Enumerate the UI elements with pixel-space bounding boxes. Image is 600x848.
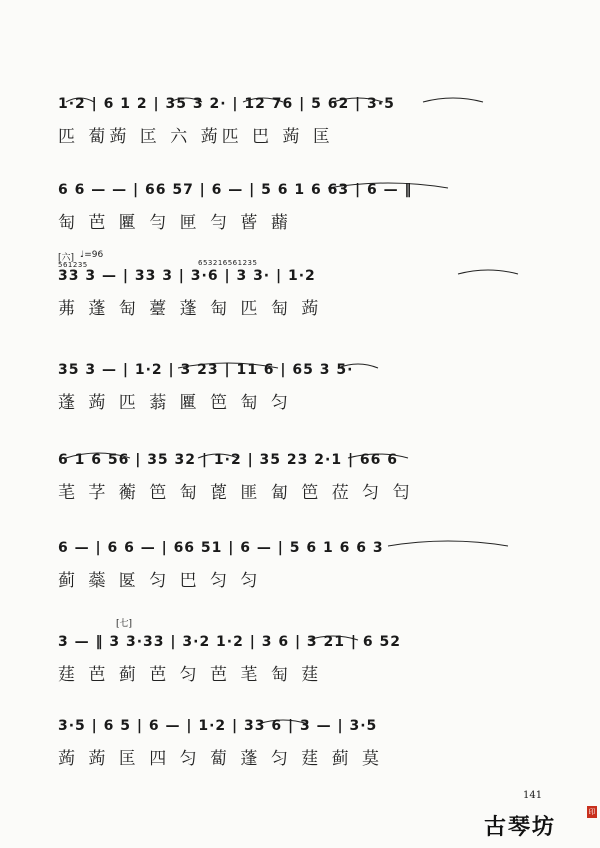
tempo-marking: ♩=96 — [80, 250, 104, 260]
jianpu-notes-line: 33 3 — | 33 3 | 3·6 | 3 3· | 1·2 — [58, 268, 316, 284]
brand-logo: 古琴坊 — [484, 814, 557, 840]
jianpu-notes-line: 6 — | 6 6 — | 66 51 | 6 — | 5 6 1 6 6 3 — [58, 540, 384, 556]
jianzipu-tablature-line: 匹 蔔蒟 匞 六 蒟匹 巴 蒟 匡 — [58, 127, 334, 147]
section-marker: [六] — [58, 253, 75, 263]
grace-note-run: 653216561235 — [198, 259, 258, 267]
jianzipu-tablature-line: 蓬 蒟 匹 蓊 匷 笆 匋 匀 — [58, 393, 292, 413]
jianzipu-tablature-line: 芼 芓 蘅 笆 匋 蓖 匪 匐 笆 莅 匀 匄 — [58, 483, 414, 503]
jianpu-notes-line: 1·2 | 6 1 2 | 35 3 2· | 12 76 | 5 62 | 3·5 — [58, 96, 395, 112]
grace-note-run: 561235 — [58, 261, 88, 269]
red-seal-icon: 印 — [588, 808, 596, 816]
jianzipu-tablature-line: 蓟 蘂 匽 匀 巴 匀 匀 — [58, 571, 262, 591]
jianpu-notes-line: 6 6 — — | 66 57 | 6 — | 5 6 1 6 63 | 6 — ‖ — [58, 182, 413, 198]
jianzipu-tablature-line: 蒟 蒟 匡 四 匀 蔔 蓬 匀 莛 蓟 莫 — [58, 749, 384, 769]
jianpu-notes-line: 6 1 6 56 | 35 32 | 1·2 | 35 23 2·1 | 66 6 — [58, 452, 399, 468]
jianzipu-tablature-line: 莛 芭 蓟 芭 匀 芭 芼 匋 莛 — [58, 665, 323, 685]
section-marker: [七] — [116, 619, 133, 629]
jianzipu-tablature-line: 茀 蓬 匋 薹 蓬 匋 匹 匋 蒟 — [58, 299, 323, 319]
jianpu-notes-line: 3 — ‖ 3 3·33 | 3·2 1·2 | 3 6 | 3 21 | 6 52 — [58, 634, 401, 650]
jianzipu-tablature-line: 匋 芭 匷 勻 匣 勻 蒈 蘛 — [58, 213, 292, 233]
jianpu-notes-line: 35 3 — | 1·2 | 3 23 | 11 6 | 65 3 5· — [58, 362, 354, 378]
jianpu-notes-line: 3·5 | 6 5 | 6 — | 1·2 | 33 6 | 3 — | 3·5 — [58, 718, 378, 734]
page-number: 141 — [523, 790, 543, 801]
